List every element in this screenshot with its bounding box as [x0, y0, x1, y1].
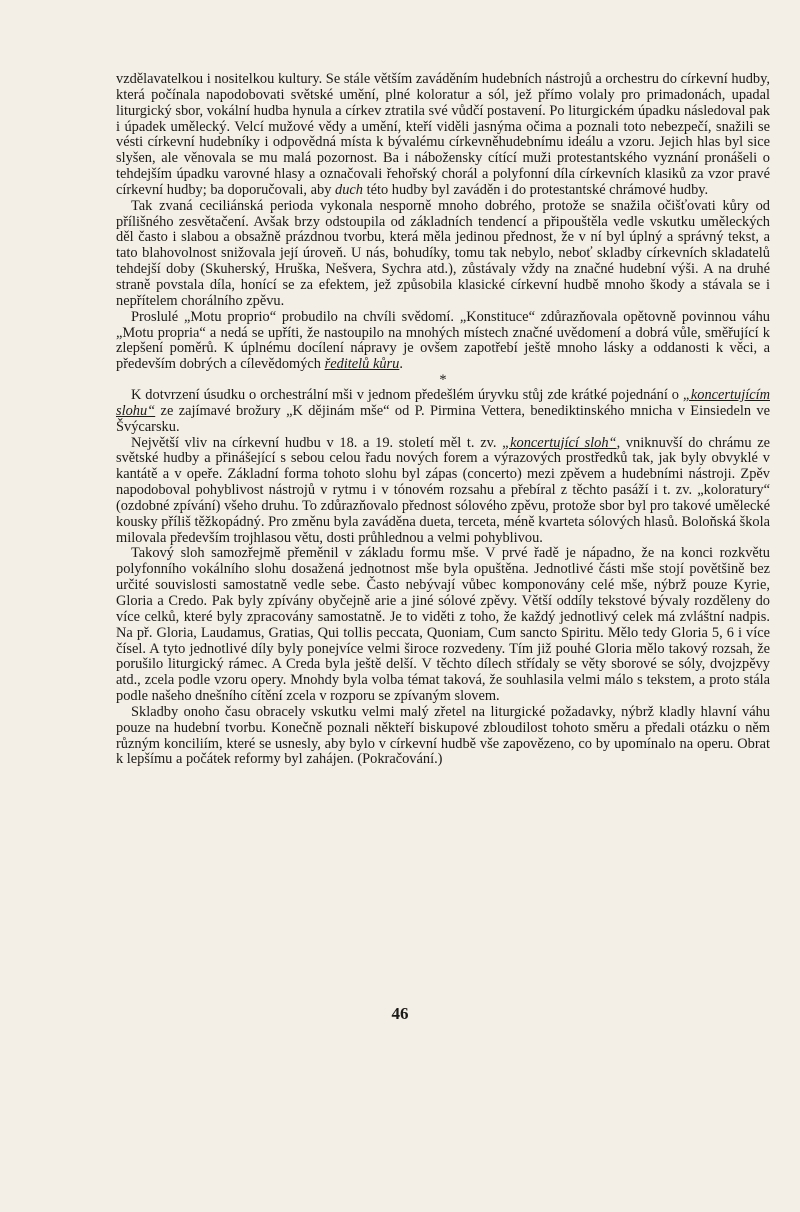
page-number: 46	[391, 1004, 409, 1023]
emphasis-run: „koncertující sloh“	[502, 434, 617, 451]
text-run: Takový sloh samozřejmě přeměnil v základu formu mše. V prvé řadě je nápadno, že na konci rozkvětu polyfonního vokálního slohu dosažená jednotnost mše byla opuštěna. Jednotlivé části mše stojí povětšině bez určité souvislosti samostatně vedle sebe. Často nebývají vůbec komponovány celé mše, nýbrž pouze Kyrie, Gloria a Credo. Pak byly zpívány obyčejně arie a jiné sólové zpěvy. Větší oddíly tekstové bývaly rozděleny do více celků, které byly zpracovány samostatně. Je to viděti z toho, že každý jednotlivý celek má zvláštní nadpis. Na př. Gloria, Laudamus, Gratias, Qui tollis peccata, Quoniam, Cum sancto Spiritu. Mělo tedy Gloria 5, 6 i více čísel. A tyto jednotlivé díly byly ponejvíce velmi široce rozvedeny. Tím již pouhé Gloria mělo takový rozsah, že porušilo liturgický rámec. A Creda byla ještě delší. V těchto dílech střídaly se věty sborové se sóly, dvojzpěvy atd., zcela podle vzoru opery. Mnohdy byla volba témat taková, že souhlasila velmi málo s tekstem, a proto stála podle našeho dnešního cítění zcela v rozporu se zpívaným slovem.	[116, 545, 770, 705]
text-run: Tak zvaná ceciliánská perioda vykonala nesporně mnoho dobrého, protože se snažila očišťovati kůry od přílišného zesvětačení. Avšak brzy odstoupila od základních tendencí a připouštěla vedle vskutku uměleckých děl často i slabou a obsažně prázdnou tvorbu, která měla jedinou přednost, že v ní byl úplný a správný tekst, a tato blahovolnost snižovala její úroveň. U nás, bohudíky, tomu tak nebylo, neboť skladby církevních skladatelů tehdejší doby (Skuherský, Hruška, Nešvera, Sychra atd.), zůstávaly vždy na značné hudební výši. A na druhé straně povstala díla, honící se za efektem, jež způsobila klasické církevní hudbě mnoho škody a stávala se i nepřítelem chorálního zpěvu.	[116, 197, 770, 309]
text-run: .	[399, 356, 403, 373]
text-run: Proslulé „Motu proprio“ probudilo na chvíli svědomí. „Konstituce“ zdůrazňovala opětovně povinnou váhu „Motu propria“ a nedá se upříti, že nastoupilo na mnohých místech značné uvědomení a dobrá vůle, směřující k zlepšení poměrů. K úplnému docílení nápravy je ovšem zapotřebí ještě mnoho lásky a oddanosti k věci, a především dobrých a cílevědomých	[116, 308, 770, 373]
emphasis-run: „koncertujícím slohu“	[116, 387, 770, 419]
paragraph	[116, 388, 770, 436]
paragraph	[116, 546, 770, 704]
text-run: vzdělavatelkou i nositelkou kultury. Se stále větším zaváděním hudebních nástrojů a orchestru do církevní hudby, která počínala napodobovati světské umění, plné koloratur a sól, jež přímo volaly pro primadonách, upadal liturgický sbor, vokální hudba hynula a církev ztratila své vůdčí postavení. Po liturgickém úpadku následoval pak i úpadek umělecký. Velcí mužové vědy a umění, kteří viděli jasnýma očima a poznali toto nebezpečí, snažili se vésti církevní hudebníky i odpovědná místa k bývalému církevněhudebnímu ideálu a vzoru. Jejich hlas byl sice slyšen, ale věnovala se mu malá pozornost. Ba i nábožensky cítící muži protestantského vyznání pronášeli o tehdejším úpadku varovné hlasy a označovali řehořský chorál a polyfonní díla církevních klasiků za vzor pravé církevní hudby; ba doporučovali, aby	[116, 71, 770, 198]
emphasis-run: duch	[335, 181, 363, 198]
emphasis-run: ředitelů kůru	[324, 356, 400, 373]
paragraph	[116, 705, 770, 768]
text-run: Skladby onoho času obracely vskutku velmi malý zřetel na liturgické požadavky, nýbrž kladly hlavní váhu pouze na hudební tvorbu. Konečně poznali někteří biskupové zbloudilost tohoto směru a předali otázku o něm různým konciliím, které se usnesly, aby bylo v církevní hudbě vše zapovězeno, co by upomínalo na operu. Obrat k lepšímu a počátek reformy byl zahájen. (Pokračování.)	[116, 703, 770, 768]
paragraph	[116, 436, 770, 547]
text-run: , vniknuvší do chrámu ze světské hudby a přinášející s sebou celou řadu nových forem a výrazových prostředků tak, jak byly obvyklé v kantátě a v opeře. Základní forma tohoto slohu byl zápas (concerto) mezi zpěvem a hudebními nástroji. Zpěv napodoboval pohyblivost nástrojů v rytmu i v tónovém rozsahu a přebíral z těchto pasáží i t. zv. „koloratury“ (ozdobné zpívání) všeho druhu. To zdůrazňovalo přednost sólového zpěvu, protože sbor byl pro takové umělecké kousky příliš těžkopádný. Pro změnu byla zaváděna dueta, terceta, méně kvarteta sólových hlasů. Boloňská škola milovala především trojhlasou větu, dosti průhlednou a velmi pohyblivou.	[116, 434, 770, 546]
text-run: ze zajímavé brožury „K dějinám mše“ od P. Pirmina Vettera, benediktinského mnicha v Einsiedeln ve Švýcarsku.	[116, 402, 770, 435]
document-body	[116, 72, 770, 768]
text-run: této hudby byl zaváděn i do protestantské chrámové hudby.	[363, 181, 709, 198]
section-one	[116, 72, 770, 373]
section-two	[116, 388, 770, 768]
section-separator: *	[439, 372, 447, 389]
paragraph	[116, 199, 770, 310]
text-run: K dotvrzení úsudku o orchestrální mši v jednom předešlém úryvku stůj zde krátké pojednání o	[131, 387, 683, 404]
text-run: Největší vliv na církevní hudbu v 18. a 19. století měl t. zv.	[131, 434, 503, 451]
paragraph	[116, 72, 770, 199]
paragraph	[116, 310, 770, 373]
